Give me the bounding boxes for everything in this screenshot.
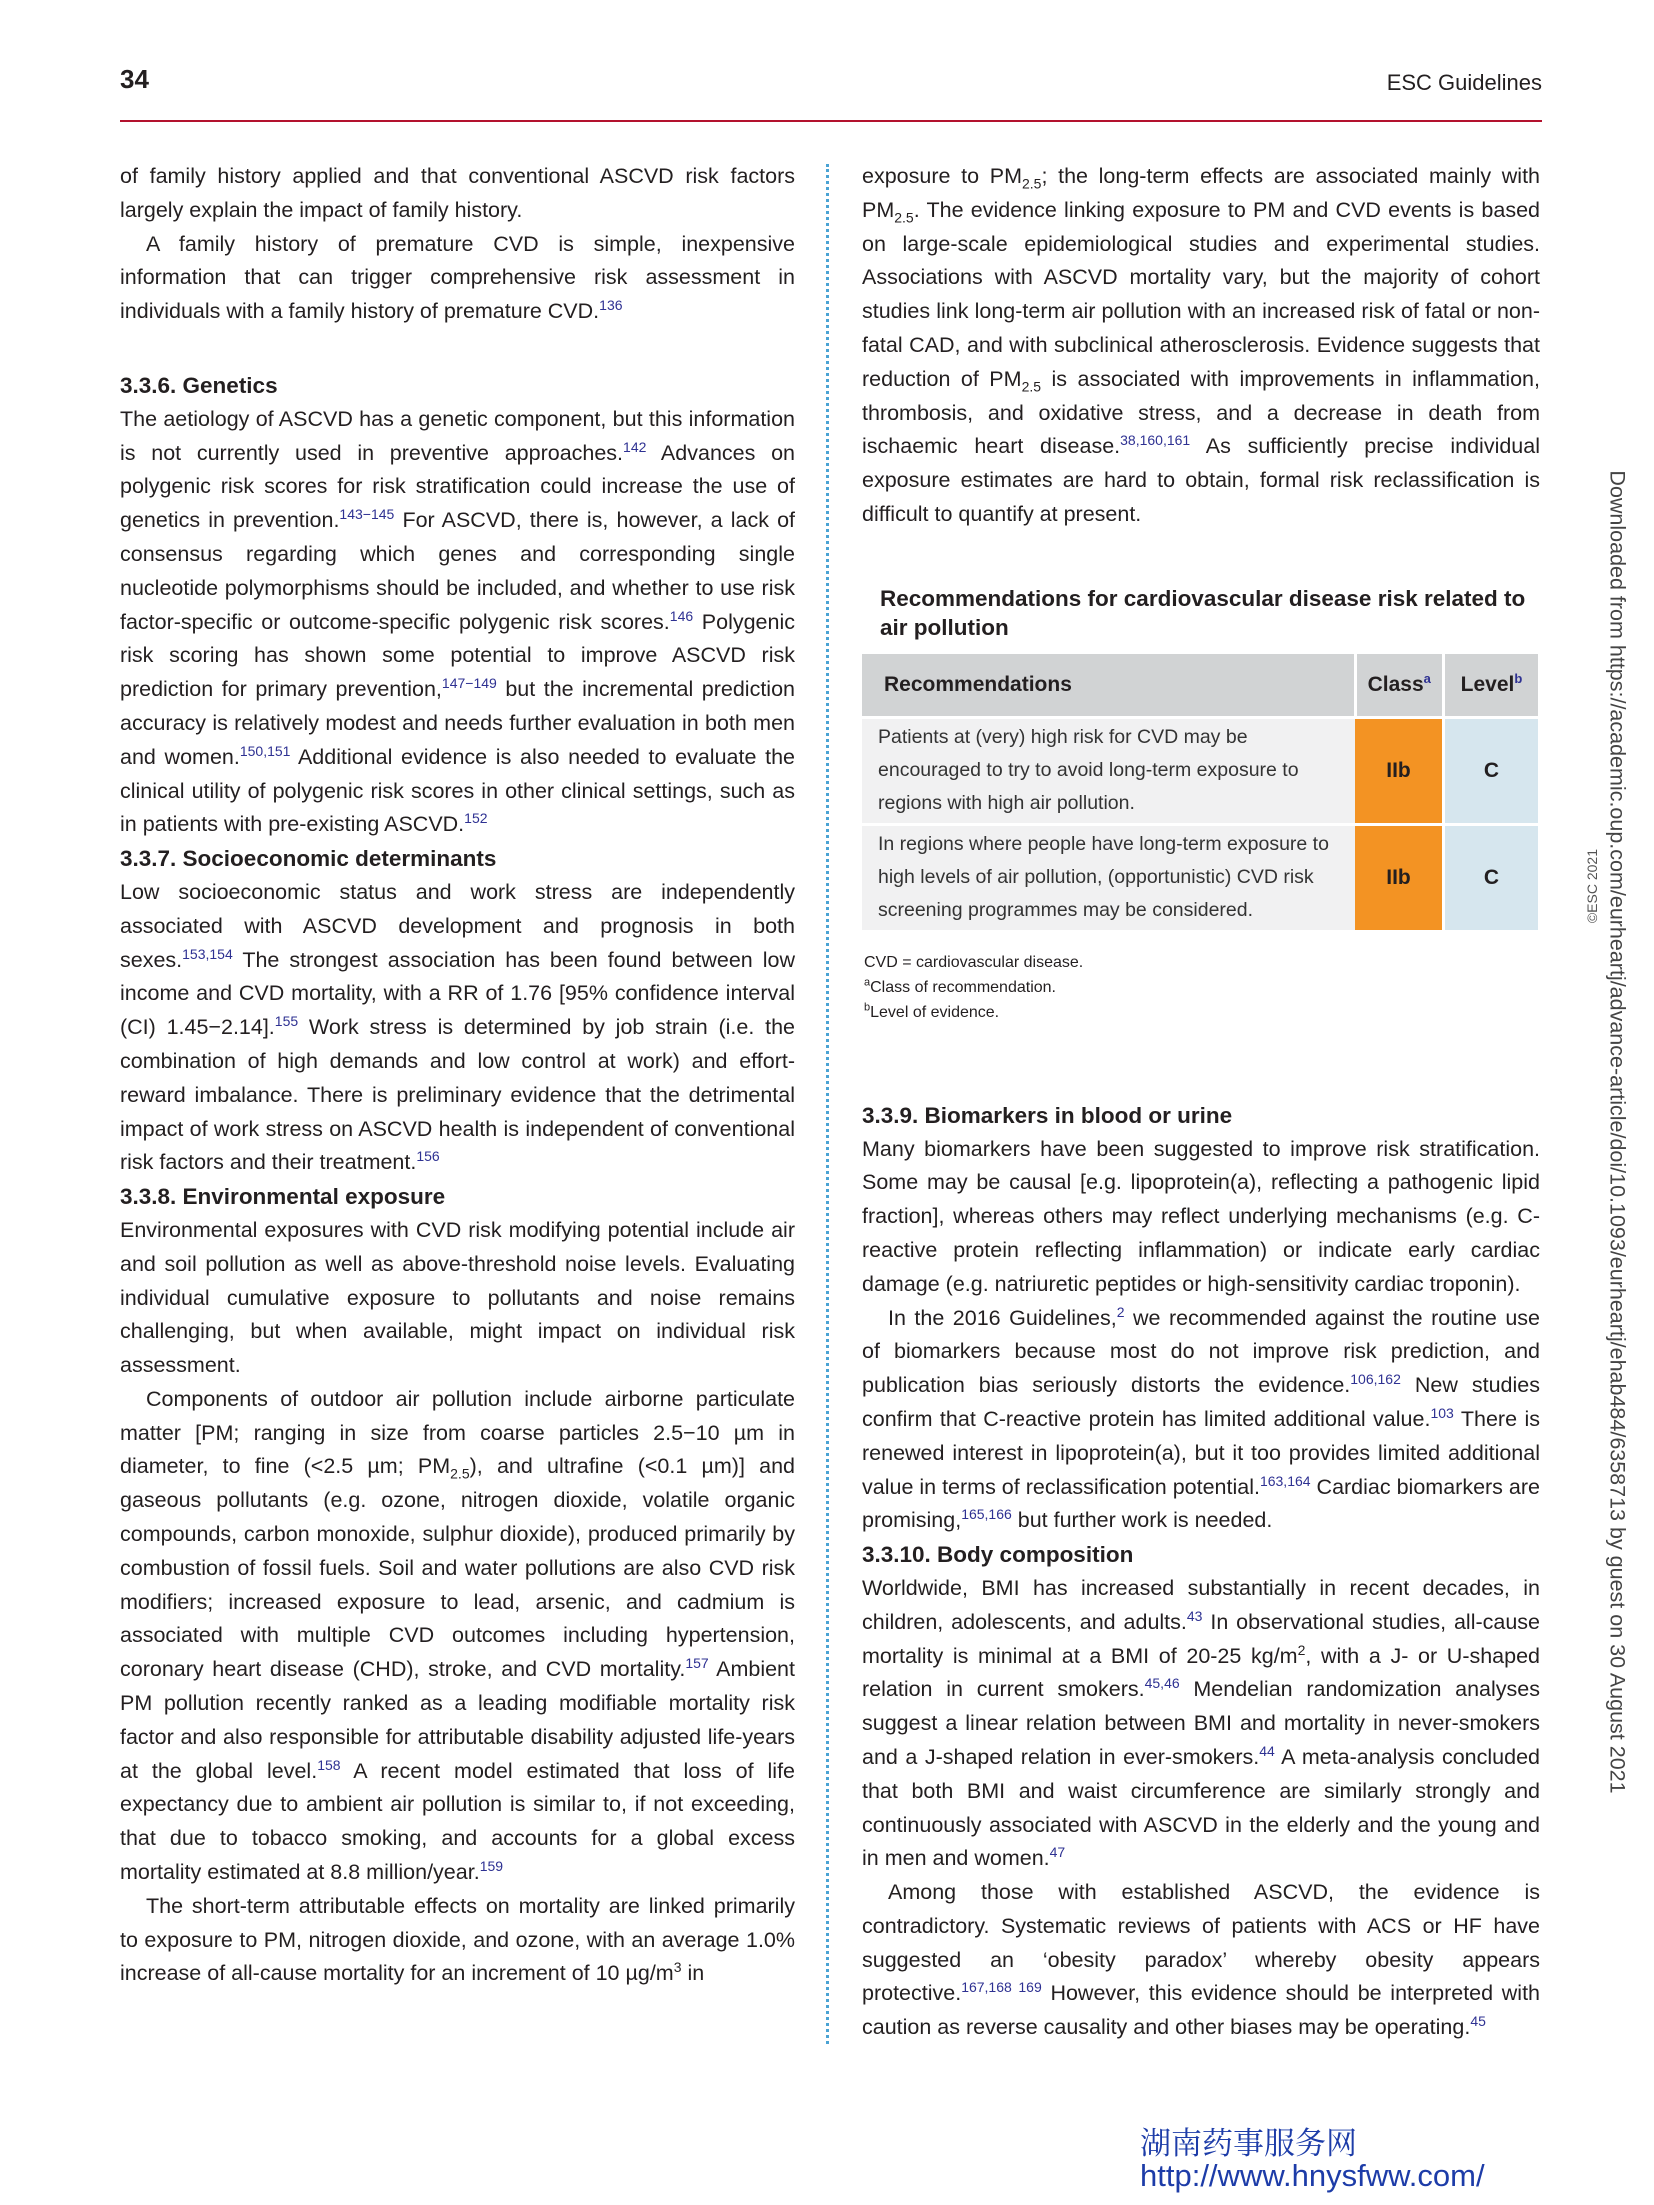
- watermark-text: 湖南药事服务网: [1140, 2126, 1357, 2161]
- citation[interactable]: 167,168 169: [961, 1979, 1042, 1996]
- citation[interactable]: 165,166: [961, 1506, 1012, 1523]
- download-notice: Downloaded from https://academic.oup.com/eurheartj/advance-article/doi/10.1093/eurheartj/ehab484/6358713 by guest on 30 August 2021: [1605, 470, 1630, 1794]
- citation[interactable]: 47: [1049, 1844, 1066, 1861]
- citation[interactable]: 150,151: [239, 742, 291, 759]
- section-heading-body-composition: 3.3.10. Body composition: [862, 1542, 1134, 1568]
- paragraph: The aetiology of ASCVD has a genetic component, but this information is not currently used in preventive approaches.$^{142}$ Advances on polygenic risk scores for risk stratification could increase the use of genetics in prevention.$^{143-145}$ For ASCVD, there is, however, a lack of consensus regarding which genes and corresponding single nucleotide polymorphisms should be included, and whether to use risk factor-specific or outcome-specific polygenic risk scores.$^{146}$ Polygenic risk scoring has shown some potential to improve ASCVD risk prediction for primary prevention,$^{147-149}$ but the incremental prediction accuracy is relatively modest and needs further evaluation in both men and women.$^{150,151}$ Additional evidence is also needed to evaluate the clinical utility of polygenic risk scores in other clinical settings, such as in patients with pre-existing ASCVD.$^{152}$: [120, 406, 796, 837]
- citation[interactable]: 159: [479, 1857, 504, 1874]
- table-footnotes: CVD = cardiovascular disease. $^a$Class of recommendation. $^b$Level of evidence.: [864, 953, 1084, 1021]
- left-column: [120, 160, 795, 1991]
- header-rule: [120, 120, 1542, 122]
- citation[interactable]: 147−149: [441, 675, 497, 691]
- esc-copyright: ©ESC 2021: [1584, 848, 1600, 923]
- paragraph: A family history of premature CVD is simple, inexpensive information that can trigger comprehensive risk assessment in individuals with a family history of premature CVD.$^{136}$: [120, 231, 795, 324]
- citation[interactable]: 44: [1259, 1742, 1275, 1759]
- citation[interactable]: 136: [599, 297, 623, 314]
- paragraph: of family history applied and that conventional ASCVD risk factors largely explain the impact of family history.: [120, 164, 795, 222]
- recommendations-title: Recommendations for cardiovascular disease risk related to air pollution: [880, 585, 1526, 640]
- section-heading-genetics: 3.3.6. Genetics: [120, 372, 278, 398]
- paragraph: The short-term attributable effects on mortality are linked primarily to exposure to PM, nitrogen dioxide, and ozone, with an average 1.0% increase of all-cause mortality for an increment of 10 $\mu g/m^3$ in: [120, 1893, 795, 1986]
- section-heading-biomarkers: 3.3.9. Biomarkers in blood or urine: [862, 1102, 1233, 1128]
- citation[interactable]: 38,160,161: [1120, 432, 1191, 449]
- section-heading-socioeconomic: 3.3.7. Socioeconomic determinants: [120, 846, 497, 872]
- table-row: [862, 717, 1538, 824]
- paragraph: Components of outdoor air pollution include airborne particulate matter [PM; ranging in size from coarse particles 2.5−10 µm in diameter, to fine (<2.5 µm; $PM_{2.5}$), and ultrafine (<0.1 µm)] and gaseous pollutants (e.g. ozone, nitrogen dioxide, volatile organic compounds, carbon monoxide, sulphur dioxide), produced primarily by combustion of fossil fuels. Soil and water pollutions are also CVD risk modifiers; increased exposure to lead, arsenic, and cadmium is associated with multiple CVD outcomes including hypertension, coronary heart disease (CHD), stroke, and CVD mortality.$^{157}$ Ambient PM pollution recently ranked as a leading modifiable mortality risk factor and also responsible for attributable disability adjusted life-years at the global level.$^{158}$ A recent model estimated that loss of life expectancy due to ambient air pollution is similar to, if not exceeding, that due to tobacco smoking, and accounts for a global excess mortality estimated at 8.8 million/year.$^{159}$: [120, 1386, 795, 1885]
- citation[interactable]: 45: [1470, 2013, 1486, 2030]
- level-badge: C: [1444, 717, 1539, 824]
- header-level: Level$^b$: [1444, 654, 1539, 718]
- citation[interactable]: 142: [623, 438, 647, 455]
- paragraph: Many biomarkers have been suggested to improve risk stratification. Some may be causal [e.g. lipoprotein(a), reflecting a pathogenic lipid fraction], whereas others may reflect underlying mechanisms (e.g. C-reactive protein reflecting inflammation) or indicate early cardiac damage (e.g. natriuretic peptides or high-sensitivity cardiac troponin).: [862, 1136, 1540, 1296]
- paragraph: Among those with established ASCVD, the evidence is contradictory. Systematic reviews of patients with ACS or HF have suggested an ‘obesity paradox’ whereby obesity appears protective.$^{167,168 169}$ However, this evidence should be interpreted with caution as reverse causality and other biases may be operating.$^{45}$: [862, 1880, 1541, 2040]
- citation[interactable]: 143−145: [339, 506, 395, 523]
- paragraph: Low socioeconomic status and work stress are independently associated with ASCVD development and prognosis in both sexes.$^{153,154}$ The strongest association has been found between low income and CVD mortality, with a RR of 1.76 [95% confidence interval (CI) 1.45−2.14].$^{155}$ Work stress is determined by job strain (i.e. the combination of high demands and low control at work) and effort-reward imbalance. There is preliminary evidence that the detrimental impact of work stress on ASCVD health is independent of conventional risk factors and their treatment.$^{156}$: [120, 879, 795, 1175]
- paragraph: Environmental exposures with CVD risk modifying potential include air and soil pollution as well as above-threshold noise levels. Evaluating individual cumulative exposure to pollutants and noise remains challenging, but when available, might impact on individual risk assessment.: [120, 1217, 795, 1378]
- paragraph: In the 2016 Guidelines,$^2$ we recommended against the routine use of biomarkers because most do not improve risk prediction, and publication bias seriously distorts the evidence.$^{106,162}$ New studies confirm that C-reactive protein has limited additional value.$^{103}$ There is renewed interest in lipoprotein(a), but it too provides limited additional value in terms of reclassification potential.$^{163,164}$ Cardiac biomarkers are promising,$^{165,166}$ but further work is needed.: [862, 1303, 1541, 1533]
- recommendation-text: In regions where people have long-term exposure to high levels of air pollution, (opportunistic) CVD risk screening programmes may be considered.: [862, 824, 1355, 930]
- citation[interactable]: 155: [274, 1012, 299, 1029]
- citation[interactable]: 157: [685, 1655, 709, 1672]
- running-title: ESC Guidelines: [1386, 70, 1542, 95]
- table-row: [862, 824, 1538, 930]
- header-class: Class$^a$: [1355, 654, 1444, 718]
- citation[interactable]: 146: [669, 607, 694, 624]
- citation[interactable]: 106,162: [1350, 1370, 1401, 1387]
- recommendations-table-wrap: [862, 654, 1600, 930]
- table-header-row: [862, 654, 1538, 718]
- citation[interactable]: 158: [317, 1756, 341, 1773]
- citation[interactable]: 163,164: [1259, 1472, 1311, 1489]
- citation[interactable]: 2: [1116, 1303, 1125, 1320]
- section-heading-environmental: 3.3.8. Environmental exposure: [120, 1184, 446, 1210]
- citation[interactable]: 153,154: [182, 945, 233, 962]
- level-badge: C: [1444, 824, 1539, 930]
- class-badge: IIb: [1355, 717, 1444, 824]
- recommendation-text: Patients at (very) high risk for CVD may be encouraged to try to avoid long-term exposure to regions with high air pollution.: [862, 717, 1355, 824]
- column-divider: [826, 164, 829, 2044]
- citation[interactable]: 103: [1430, 1404, 1454, 1421]
- recommendations-table: [862, 654, 1538, 930]
- page-number: 34: [120, 64, 149, 94]
- watermark-url[interactable]: http://www.hnysfww.com/: [1140, 2158, 1485, 2193]
- citation[interactable]: 43: [1186, 1607, 1203, 1624]
- class-badge: IIb: [1355, 824, 1444, 930]
- paragraph: Worldwide, BMI has increased substantially in recent decades, in children, adolescents, and adults.$^{43}$ In observational studies, all-cause mortality is minimal at a BMI of 20-25 $kg/m^2$, with a J- or U-shaped relation in current smokers.$^{45,46}$ Mendelian randomization analyses suggest a linear relation between BMI and mortality in never-smokers and a J-shaped relation in ever-smokers.$^{44}$ A meta-analysis concluded that both BMI and waist circumference are similarly strongly and continuously associated with ASCVD in the elderly and the young and in men and women.$^{47}$: [862, 1575, 1541, 1871]
- paragraph: exposure to $PM_{2.5}$; the long-term effects are associated mainly with $PM_{2.5}$. The evidence linking exposure to PM and CVD events is based on large-scale epidemiological studies and experimental studies. Associations with ASCVD mortality vary, but the majority of cohort studies link long-term air pollution with an increased risk of fatal or non-fatal CAD, and with subclinical atherosclerosis. Evidence suggests that reduction of $PM_{2.5}$ is associated with improvements in inflammation, thrombosis, and oxidative stress, and a decrease in death from ischaemic heart disease.$^{38,160,161}$ As sufficiently precise individual exposure estimates are hard to obtain, formal risk reclassification is difficult to quantify at present.: [862, 164, 1541, 526]
- citation[interactable]: 156: [416, 1148, 440, 1165]
- citation[interactable]: 152: [464, 810, 488, 827]
- header-recommendations: Recommendations: [862, 654, 1355, 718]
- citation[interactable]: 45,46: [1144, 1675, 1180, 1692]
- right-column: [862, 160, 1600, 2045]
